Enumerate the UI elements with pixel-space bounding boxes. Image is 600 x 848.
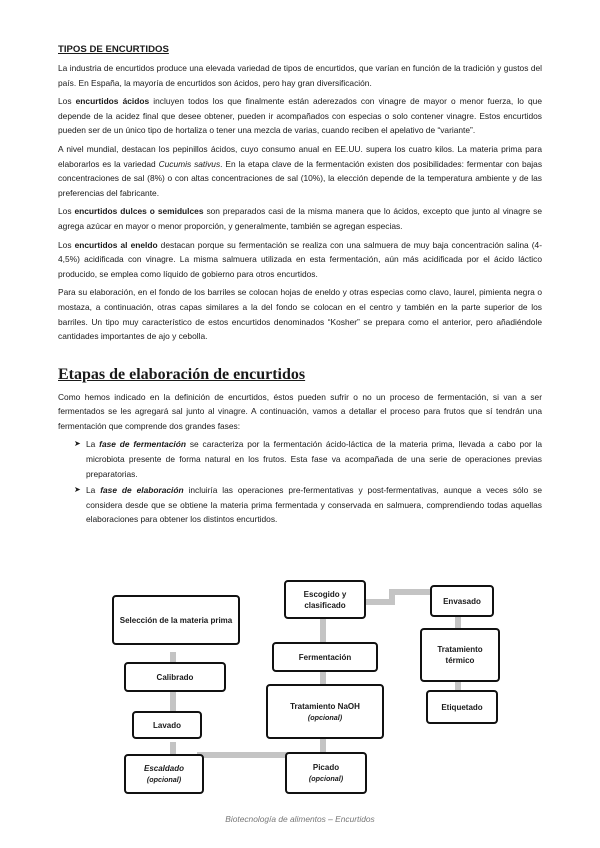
node-fermentacion: Fermentación bbox=[272, 642, 378, 672]
paragraph-eneldo: Los encurtidos al eneldo destacan porque su fermentación se realiza con una salmuera de muy baja concentración salina (4-4,5%) acidificada con vinagre. La misma salmuera utilizada en esta fermentación, aún más acidificada por el ácido láctico producido, se emplea como líquido de gobierno para otros encurtidos. bbox=[58, 239, 542, 279]
node-etiquetado: Etiquetado bbox=[426, 690, 498, 724]
node-picado: Picado (opcional) bbox=[285, 752, 367, 794]
paragraph-pepinillos: A nivel mundial, destacan los pepinillos ácidos, cuyo consumo anual en EE.UU. supera los cuatro kilos. La materia prima para elaborarlos es la variedad Cucumis sativus. En la etapa clave de la fermentación existen dos posibilidades: fermentar con bajas concentraciones de sal (8%) o con altas concentraciones de sal (10%), la elección depende de la temperatura ambiente y de las preferencias del fabricante. bbox=[58, 143, 543, 198]
paragraph-elaboracion-eneldo: Para su elaboración, en el fondo de los barriles se colocan hojas de eneldo y otras especias como clavo, laurel, pimienta negra o mostaza, a continuación, otras capas similares a la del fondo se colocan en el centro y también en la parte superior de los barriles. Un tipo muy característico de estos encurtidos denominados “Kosher” se prepara como el anterior, pero añadiéndole cantidades importantes de ajo y cebolla. bbox=[58, 287, 542, 342]
paragraph-intro: La industria de encurtidos produce una elevada variedad de tipos de encurtidos, que varían en función de la tradición y gustos del país. En España, la mayoría de encurtidos son ácidos, pero hay gran diversificación. bbox=[58, 63, 542, 88]
node-envasado: Envasado bbox=[430, 585, 494, 617]
node-calibrado: Calibrado bbox=[124, 662, 226, 692]
node-seleccion-materia-prima: Selección de la materia prima bbox=[112, 595, 240, 645]
page-footer: Biotecnología de alimentos – Encurtidos bbox=[225, 814, 375, 824]
paragraph-acidos: Los encurtidos ácidos incluyen todos los que finalmente están aderezados con vinagre de mayor o menor fuerza, lo que depende de la acidez final que desee obtener, pueden ir acompañados con especias o solo contener vinagre. Estos encurtidos pueden ser de un único tipo de hortaliza o tener una mezcla de varias, cuando reciben el apelativo de “variante”. bbox=[58, 96, 542, 136]
document-body bbox=[58, 40, 542, 529]
node-lavado: Lavado bbox=[132, 711, 202, 739]
node-escaldado: Escaldado (opcional) bbox=[124, 754, 204, 794]
paragraph-etapas-intro: Como hemos indicado en la definición de encurtidos, éstos pueden sufrir o no un proceso de fermentación, si van a ser fermentados se les agregará sal junto al vinagre. A continuación, vamos a detallar el proceso para frutos que sí tendrán una fermentación que comprende dos grandes fases: bbox=[58, 391, 542, 431]
node-tratamiento-naoh: Tratamiento NaOH (opcional) bbox=[266, 684, 384, 739]
section-title-tipos: TIPOS DE ENCURTIDOS bbox=[58, 44, 169, 55]
phase-list bbox=[58, 437, 542, 527]
node-tratamiento-termico: Tratamiento térmico bbox=[420, 628, 500, 682]
arrow-bullet-icon: ➤ bbox=[74, 439, 81, 449]
section-title-etapas: Etapas de elaboración de encurtidos bbox=[58, 365, 306, 383]
arrow-bullet-icon: ➤ bbox=[74, 485, 81, 495]
node-escogido-clasificado: Escogido y clasificado bbox=[284, 580, 366, 619]
list-item: ➤ La fase de elaboración incluiría las operaciones pre-fermentativas y post-fermentativas, aunque a veces sólo se considera desde que se obtiene la materia prima fermentada y conservada en salmuera, comprendiendo todas aquellas elaboraciones para obtener los distintos encurtidos. bbox=[74, 485, 542, 525]
paragraph-dulces: Los encurtidos dulces o semidulces son preparados casi de la misma manera que lo ácidos, excepto que junto al vinagre se agrega azúcar en mayor o menor proporción, y generalmente, también se agregan especias. bbox=[58, 206, 542, 231]
list-item: ➤ La fase de fermentación se caracteriza por la fermentación ácido-láctica de la materia prima, llevada a cabo por la microbiota presente de forma natural en los frutos. Esta fase va acompañada de una serie de operaciones previas preparatorias. bbox=[74, 439, 542, 479]
